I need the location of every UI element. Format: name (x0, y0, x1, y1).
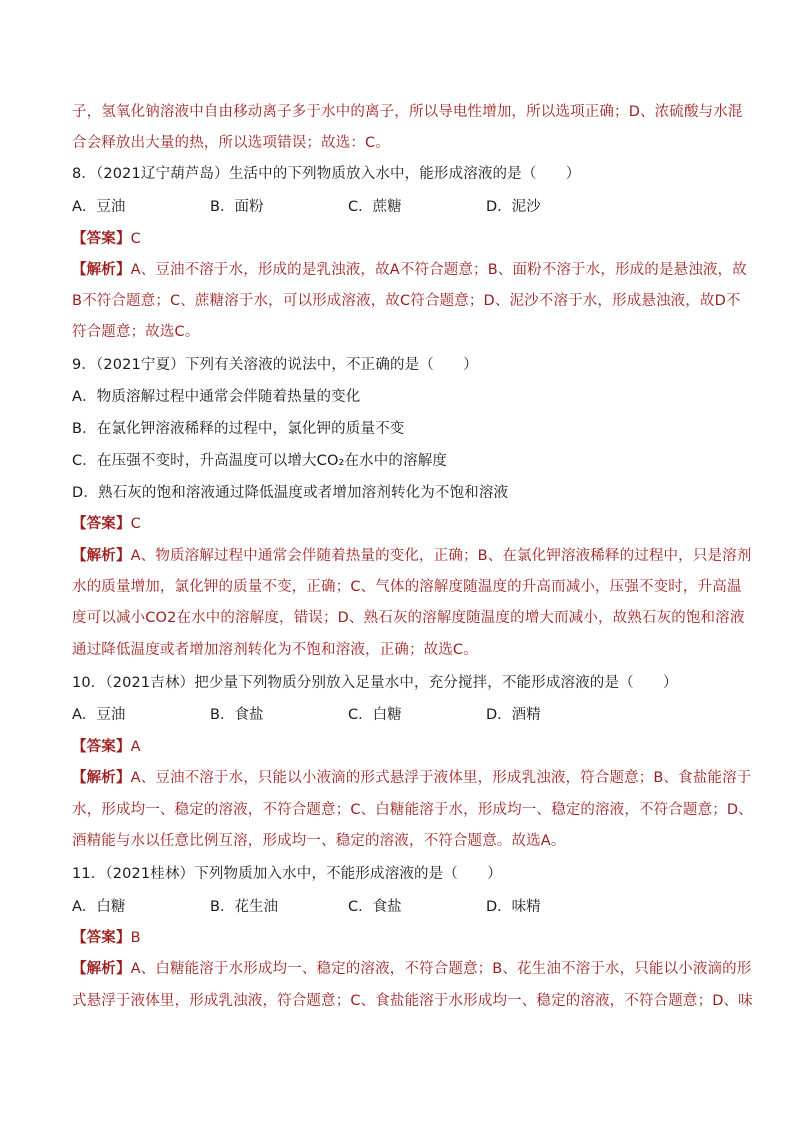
q9-answer (72, 514, 722, 534)
q10-analysis-line-2: 水，形成均一、稳定的溶液，不符合题意；C、白糖能溶于水，形成均一、稳定的溶液，不符合题意；D、 (72, 802, 753, 818)
q8-analysis-line-1 (72, 260, 747, 280)
q8-option-b: B．面粉 (210, 199, 264, 215)
q8-answer (72, 229, 722, 249)
q9-analysis-text-1: A、物质溶解过程中通常会伴随着热量的变化，正确；B、在氯化钾溶液稀释的过程中，只是溶剂 (130, 548, 752, 564)
q9-analysis-line-1 (72, 546, 752, 566)
analysis-tag: 【解析】 (72, 961, 131, 977)
answer-tag: 【答案】 (72, 231, 131, 247)
q8-analysis-text-1: A、豆油不溶于水，形成的是乳浊液，故A不符合题意；B、面粉不溶于水，形成的是悬浊液，故 (130, 262, 747, 278)
prev-explanation-line-1: 子，氢氧化钠溶液中自由移动离子多于水中的离子，所以导电性增加，所以选项正确；D、浓硫酸与水混 (72, 104, 743, 120)
q8-option-a: A．豆油 (72, 199, 126, 215)
q9-option-b: B．在氯化钾溶液稀释的过程中，氯化钾的质量不变 (72, 421, 405, 437)
q11-answer (72, 928, 722, 948)
q8-analysis-line-2: B不符合题意；C、蔗糖溶于水，可以形成溶液，故C符合题意；D、泥沙不溶于水，形成悬浊液，故D不 (72, 293, 741, 309)
q11-stem: 11．（2021桂林）下列物质加入水中，不能形成溶液的是（ ） (72, 866, 502, 882)
q9-option-c: C．在压强不变时，升高温度可以增大CO₂在水中的溶解度 (72, 453, 448, 469)
q10-analysis-line-3: 酒精能与水以任意比例互溶，形成均一、稳定的溶液，不符合题意。故选A。 (72, 833, 566, 849)
q10-analysis-text-1: A、豆油不溶于水，只能以小液滴的形式悬浮于液体里，形成乳浊液，符合题意；B、食盐能溶于 (130, 770, 752, 786)
q10-stem: 10．（2021吉林）把少量下列物质分别放入足量水中，充分搅拌，不能形成溶液的是（ ） (72, 675, 678, 691)
q11-option-c: C．食盐 (348, 899, 402, 915)
q11-option-a: A．白糖 (72, 899, 126, 915)
q8-options (72, 197, 722, 217)
q9-stem: 9．（2021宁夏）下列有关溶液的说法中，不正确的是（ ） (72, 357, 478, 373)
q10-options (72, 705, 722, 725)
q11-options (72, 897, 722, 917)
q11-option-d: D．味精 (486, 899, 541, 915)
q10-option-d: D．酒精 (486, 707, 541, 723)
prev-explanation-line-2: 合会释放出大量的热，所以选项错误；故选：C。 (72, 135, 390, 151)
q10-answer (72, 737, 722, 757)
analysis-tag: 【解析】 (72, 548, 131, 564)
q10-answer-value: A (130, 739, 141, 755)
answer-tag: 【答案】 (72, 739, 131, 755)
q9-option-a: A．物质溶解过程中通常会伴随着热量的变化 (72, 389, 361, 405)
q9-answer-value: C (130, 516, 141, 532)
q8-analysis-line-3: 符合题意；故选C。 (72, 324, 200, 340)
analysis-tag: 【解析】 (72, 770, 131, 786)
q10-option-b: B．食盐 (210, 707, 264, 723)
q9-analysis-line-2: 水的质量增加，氯化钾的质量不变，正确；C、气体的溶解度随温度的升高而减小，压强不变时，升高温 (72, 579, 742, 595)
q10-option-a: A．豆油 (72, 707, 126, 723)
q11-analysis-line-1 (72, 959, 752, 979)
q9-option-d: D．熟石灰的饱和溶液通过降低温度或者增加溶剂转化为不饱和溶液 (72, 485, 509, 501)
analysis-tag: 【解析】 (72, 262, 131, 278)
answer-tag: 【答案】 (72, 930, 131, 946)
q11-analysis-line-2: 式悬浮于液体里，形成乳浊液，符合题意；C、食盐能溶于水形成均一、稳定的溶液，不符合题意；D、味 (72, 993, 753, 1009)
q8-stem: 8．（2021辽宁葫芦岛）生活中的下列物质放入水中，能形成溶液的是（ ） (72, 166, 581, 182)
q10-analysis-line-1 (72, 768, 752, 788)
q10-option-c: C．白糖 (348, 707, 402, 723)
q9-analysis-line-3: 度可以减小CO2在水中的溶解度，错误；D、熟石灰的溶解度随温度的增大而减小，故熟石灰的饱和溶液 (72, 610, 745, 626)
q11-analysis-text-1: A、白糖能溶于水形成均一、稳定的溶液，不符合题意；B、花生油不溶于水，只能以小液滴的形 (130, 961, 752, 977)
q8-option-c: C．蔗糖 (348, 199, 402, 215)
q9-analysis-line-4: 通过降低温度或者增加溶剂转化为不饱和溶液，正确；故选C。 (72, 642, 478, 658)
q8-answer-value: C (130, 231, 141, 247)
q11-answer-value: B (130, 930, 141, 946)
q8-option-d: D．泥沙 (486, 199, 541, 215)
answer-tag: 【答案】 (72, 516, 131, 532)
q11-option-b: B．花生油 (210, 899, 278, 915)
